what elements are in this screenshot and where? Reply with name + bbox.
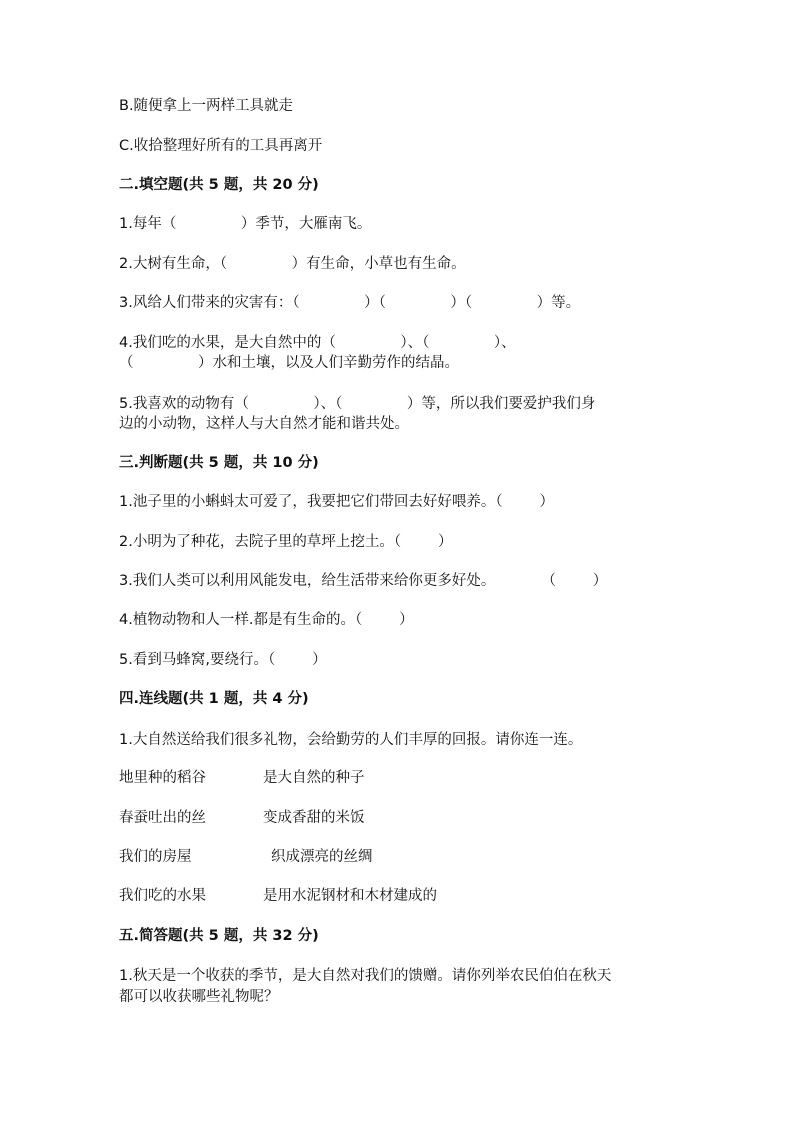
option-b: B.随便拿上一两样工具就走 bbox=[119, 98, 294, 114]
judge-q2: 2.小明为了种花，去院子里的草坪上挖土。（ ） bbox=[119, 534, 453, 550]
matching-left-item: 地里种的稻谷 bbox=[119, 770, 206, 786]
short-answer-q1-line1: 1.秋天是一个收获的季节，是大自然对我们的馈赠。请你列举农民伯伯在秋天 bbox=[119, 968, 612, 984]
matching-right-item: 是大自然的种子 bbox=[263, 770, 365, 786]
fill-blank-q5-line2: 边的小动物，这样人与大自然才能和谐共处。 bbox=[119, 416, 409, 432]
judge-q4: 4.植物动物和人一样.都是有生命的。（ ） bbox=[119, 612, 414, 628]
judge-q1: 1.池子里的小蝌蚪太可爱了，我要把它们带回去好好喂养。（ ） bbox=[119, 494, 554, 510]
matching-left-item: 我们的房屋 bbox=[119, 849, 192, 865]
matching-left-item: 我们吃的水果 bbox=[119, 888, 206, 904]
short-answer-heading: 五.简答题(共 5 题，共 32 分) bbox=[119, 928, 319, 944]
judge-q3: 3.我们人类可以利用风能发电，给生活带来给你更多好处。 （ ） bbox=[119, 573, 608, 589]
matching-q1: 1.大自然送给我们很多礼物，会给勤劳的人们丰厚的回报。请你连一连。 bbox=[119, 732, 583, 748]
option-c: C.收拾整理好所有的工具再离开 bbox=[119, 138, 323, 154]
matching-left-item: 春蚕吐出的丝 bbox=[119, 810, 206, 826]
judge-heading: 三.判断题(共 5 题，共 10 分) bbox=[119, 455, 319, 471]
matching-right-item: 变成香甜的米饭 bbox=[263, 810, 365, 826]
fill-blank-q5-line1: 5.我喜欢的动物有（ ）、（ ）等，所以我们要爱护我们身 bbox=[119, 396, 596, 412]
judge-q5: 5.看到马蜂窝,要绕行。（ ） bbox=[119, 652, 327, 668]
fill-blank-q1: 1.每年（ ）季节，大雁南飞。 bbox=[119, 216, 372, 232]
fill-blank-q4-line2: （ ）水和土壤，以及人们辛勤劳作的结晶。 bbox=[119, 355, 460, 371]
short-answer-q1-line2: 都可以收获哪些礼物呢？ bbox=[119, 989, 279, 1005]
fill-blank-q2: 2.大树有生命，（ ）有生命，小草也有生命。 bbox=[119, 256, 466, 272]
fill-blank-heading: 二.填空题(共 5 题，共 20 分) bbox=[119, 177, 319, 193]
matching-right-item: 织成漂亮的丝绸 bbox=[271, 849, 373, 865]
fill-blank-q3: 3.风给人们带来的灾害有：（ ）（ ）（ ）等。 bbox=[119, 295, 581, 311]
matching-heading: 四.连线题(共 1 题，共 4 分) bbox=[119, 691, 309, 707]
matching-right-item: 是用水泥钢材和木材建成的 bbox=[263, 888, 437, 904]
fill-blank-q4-line1: 4.我们吃的水果，是大自然中的（ ）、（ ）、 bbox=[119, 335, 516, 351]
